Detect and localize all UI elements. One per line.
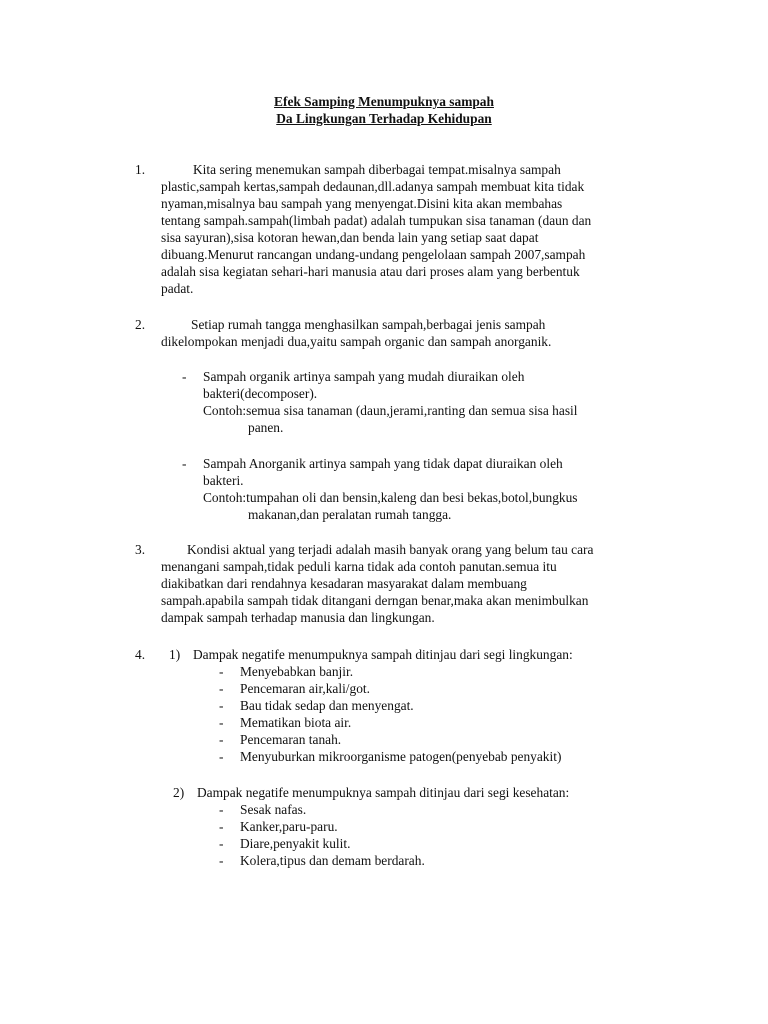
list-item: Bau tidak sedap dan menyengat. bbox=[240, 698, 414, 713]
list-item: Menyebabkan banjir. bbox=[240, 664, 354, 679]
list-dash: - bbox=[219, 681, 224, 696]
bullet-organik bbox=[203, 368, 663, 436]
list-dash: - bbox=[219, 853, 224, 868]
paragraph-line: sampah.apabila sampah tidak ditangani derngan benar,maka akan menimbulkan bbox=[161, 593, 589, 608]
section-3-number: 3. bbox=[135, 542, 146, 557]
bullet-line: makanan,dan peralatan rumah tangga. bbox=[248, 507, 452, 522]
paragraph-line: nyaman,misalnya bau sampah yang menyengat.Disini kita akan membahas bbox=[161, 196, 563, 211]
list-dash: - bbox=[219, 732, 224, 747]
bullet-line: bakteri. bbox=[203, 473, 244, 488]
paragraph-line: menangani sampah,tidak peduli karna tidak ada contoh panutan.semua itu bbox=[161, 559, 557, 574]
list-item: Kolera,tipus dan demam berdarah. bbox=[240, 853, 425, 868]
paragraph-line: sisa sayuran),sisa kotoran hewan,dan benda lain yang setiap saat dapat bbox=[161, 230, 539, 245]
list-item: Menyuburkan mikroorganisme patogen(penyebab penyakit) bbox=[240, 749, 562, 764]
list-item: Diare,penyakit kulit. bbox=[240, 836, 351, 851]
paragraph-line: Kondisi aktual yang terjadi adalah masih banyak orang yang belum tau cara bbox=[187, 542, 594, 557]
bullet-dash: - bbox=[182, 369, 187, 384]
section-1-number: 1. bbox=[135, 162, 146, 177]
title-line-1: Efek Samping Menumpuknya sampah bbox=[274, 94, 494, 109]
paragraph-line: adalah sisa kegiatan sehari-hari manusia atau dari proses alam yang berbentuk bbox=[161, 264, 580, 279]
list-dash: - bbox=[219, 749, 224, 764]
list-item: Kanker,paru-paru. bbox=[240, 819, 338, 834]
paragraph-line: Kita sering menemukan sampah diberbagai tempat.misalnya sampah bbox=[193, 162, 561, 177]
paragraph-line: plastic,sampah kertas,sampah dedaunan,dll.adanya sampah membuat kita tidak bbox=[161, 179, 585, 194]
section-4-number: 4. bbox=[135, 647, 146, 662]
list-item: Pencemaran tanah. bbox=[240, 732, 342, 747]
paragraph-line: padat. bbox=[161, 281, 194, 296]
bullet-line: Contoh:tumpahan oli dan bensin,kaleng dan besi bekas,botol,bungkus bbox=[203, 490, 578, 505]
subsection-2-label: 2) bbox=[173, 785, 185, 800]
subsection-2-heading: Dampak negatife menumpuknya sampah ditinjau dari segi kesehatan: bbox=[197, 785, 570, 800]
list-item: Pencemaran air,kali/got. bbox=[240, 681, 370, 696]
bullet-line: Contoh:semua sisa tanaman (daun,jerami,ranting dan semua sisa hasil bbox=[203, 403, 578, 418]
paragraph-line: dampak sampah terhadap manusia dan lingkungan. bbox=[161, 610, 435, 625]
list-dash: - bbox=[219, 802, 224, 817]
bullet-line: panen. bbox=[248, 420, 284, 435]
subsection-1-label: 1) bbox=[169, 647, 181, 662]
list-item: Mematikan biota air. bbox=[240, 715, 352, 730]
section-2-paragraph bbox=[161, 316, 661, 350]
paragraph-line: Setiap rumah tangga menghasilkan sampah,berbagai jenis sampah bbox=[191, 317, 546, 332]
list-dash: - bbox=[219, 698, 224, 713]
list-dash: - bbox=[219, 819, 224, 834]
paragraph-line: tentang sampah.sampah(limbah padat) adalah tumpukan sisa tanaman (daun dan bbox=[161, 213, 592, 228]
bullet-line: Sampah organik artinya sampah yang mudah diuraikan oleh bbox=[203, 369, 525, 384]
bullet-line: bakteri(decomposer). bbox=[203, 386, 318, 401]
bullet-anorganik bbox=[203, 455, 663, 523]
list-dash: - bbox=[219, 715, 224, 730]
list-dash: - bbox=[219, 836, 224, 851]
bullet-line: Sampah Anorganik artinya sampah yang tidak dapat diuraikan oleh bbox=[203, 456, 563, 471]
list-item: Sesak nafas. bbox=[240, 802, 307, 817]
list-dash: - bbox=[219, 664, 224, 679]
paragraph-line: diakibatkan dari rendahnya kesadaran masyarakat dalam membuang bbox=[161, 576, 527, 591]
paragraph-line: dikelompokan menjadi dua,yaitu sampah organic dan sampah anorganik. bbox=[161, 334, 552, 349]
subsection-1-heading: Dampak negatife menumpuknya sampah ditinjau dari segi lingkungan: bbox=[193, 647, 573, 662]
section-3-paragraph bbox=[161, 541, 661, 626]
paragraph-line: dibuang.Menurut rancangan undang-undang pengelolaan sampah 2007,sampah bbox=[161, 247, 586, 262]
section-2-number: 2. bbox=[135, 317, 146, 332]
section-1-paragraph bbox=[161, 161, 661, 297]
bullet-dash: - bbox=[182, 456, 187, 471]
title-line-2: Da Lingkungan Terhadap Kehidupan bbox=[276, 111, 492, 126]
document-title bbox=[0, 93, 768, 127]
